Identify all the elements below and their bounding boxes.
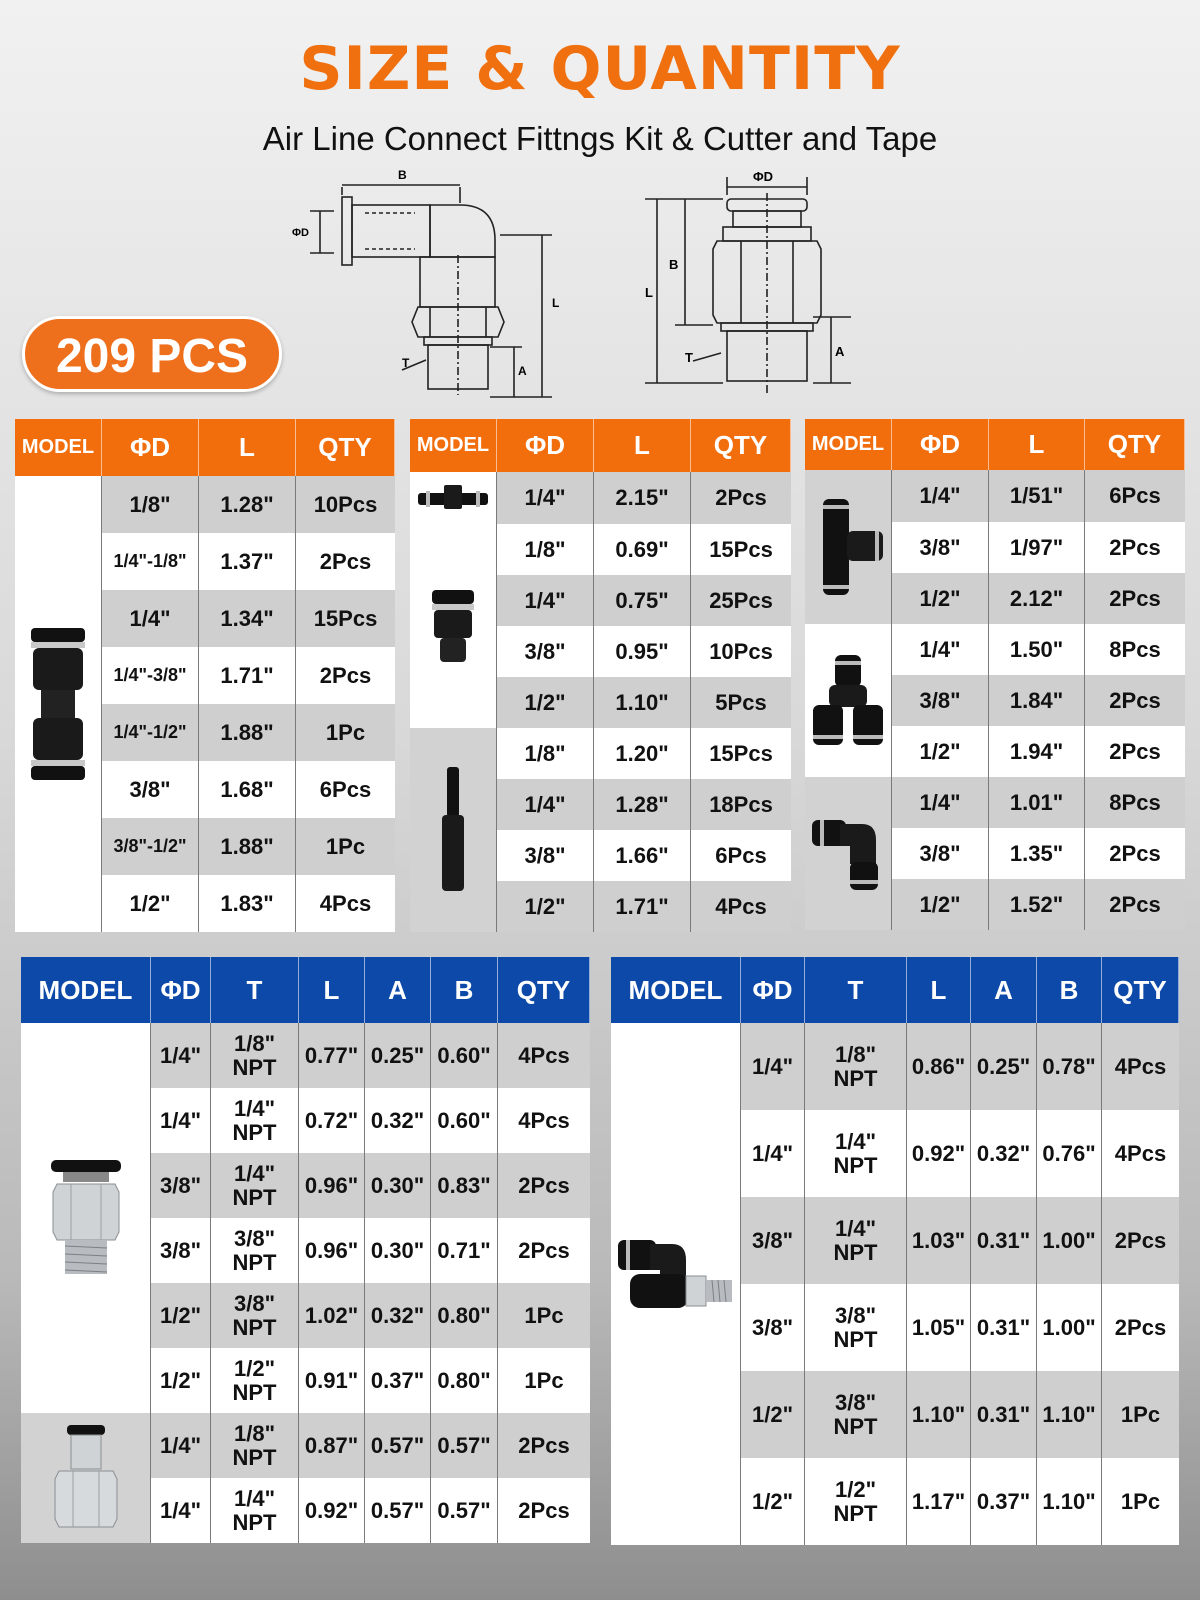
header-model: MODEL xyxy=(410,419,497,472)
length-cell: 0.77" xyxy=(299,1023,365,1088)
qty-cell: 1Pc xyxy=(1102,1458,1179,1545)
diameter-cell: 1/2" xyxy=(741,1371,805,1458)
tee-y-elbow-table xyxy=(805,419,1185,930)
header-model: MODEL xyxy=(15,419,102,476)
b-cell: 1.00" xyxy=(1037,1197,1102,1284)
diameter-cell: 1/4" xyxy=(892,624,989,675)
thread-cell xyxy=(211,1283,299,1348)
length-cell: 1.01" xyxy=(989,777,1085,828)
b-cell: 0.60" xyxy=(431,1088,498,1153)
diameter-cell: 1/4" xyxy=(497,472,594,524)
length-cell: 0.92" xyxy=(907,1110,971,1197)
shut-off-valve-image xyxy=(410,472,497,524)
header-length: L xyxy=(907,957,971,1023)
qty-cell: 6Pcs xyxy=(1085,470,1185,522)
diameter-cell: 1/4" xyxy=(892,777,989,828)
qty-cell: 6Pcs xyxy=(691,830,791,881)
length-cell: 1.83" xyxy=(199,875,296,932)
a-cell: 0.31" xyxy=(971,1197,1037,1284)
a-cell: 0.57" xyxy=(365,1413,431,1478)
qty-cell: 2Pcs xyxy=(1085,675,1185,726)
thread-type: NPT xyxy=(833,1413,878,1439)
length-cell: 0.96" xyxy=(299,1218,365,1283)
diameter-cell: 1/4"-3/8" xyxy=(102,647,199,704)
length-cell: 1.28" xyxy=(594,779,691,830)
length-cell: 0.95" xyxy=(594,626,691,677)
b-cell: 0.60" xyxy=(431,1023,498,1088)
a-cell: 0.37" xyxy=(971,1458,1037,1545)
qty-cell: 10Pcs xyxy=(296,476,395,533)
qty-cell: 10Pcs xyxy=(691,626,791,677)
diameter-cell: 1/4" xyxy=(151,1088,211,1153)
plug-stem-image xyxy=(410,728,497,932)
thread-cell xyxy=(211,1348,299,1413)
union-connector-table xyxy=(15,419,395,932)
diameter-cell: 1/8" xyxy=(102,476,199,533)
label-b-2: B xyxy=(669,257,679,272)
thread-type: NPT xyxy=(232,1379,277,1405)
diameter-cell: 3/8" xyxy=(151,1153,211,1218)
length-cell: 1.35" xyxy=(989,828,1085,879)
header-b: B xyxy=(1037,957,1102,1023)
qty-cell: 4Pcs xyxy=(1102,1110,1179,1197)
length-cell: 0.69" xyxy=(594,524,691,575)
header-b: B xyxy=(431,957,498,1023)
elbow-fitting-diagram xyxy=(290,165,580,405)
thread-size: 1/4" xyxy=(834,1129,876,1155)
b-cell: 0.80" xyxy=(431,1283,498,1348)
straight-union-icon xyxy=(23,624,93,784)
tee-connector-image xyxy=(805,470,892,624)
diameter-cell: 3/8" xyxy=(741,1284,805,1371)
male-straight-icon xyxy=(49,1158,123,1278)
length-cell: 1.10" xyxy=(907,1371,971,1458)
header-diameter: ΦD xyxy=(892,419,989,470)
diameter-cell: 3/8" xyxy=(741,1197,805,1284)
diameter-cell: 1/2" xyxy=(497,881,594,932)
a-cell: 0.31" xyxy=(971,1371,1037,1458)
header-model: MODEL xyxy=(611,957,741,1023)
a-cell: 0.32" xyxy=(365,1088,431,1153)
label-l: L xyxy=(552,296,560,310)
diameter-cell: 1/2" xyxy=(102,875,199,932)
qty-cell: 15Pcs xyxy=(691,524,791,575)
b-cell: 0.57" xyxy=(431,1413,498,1478)
b-cell: 0.80" xyxy=(431,1348,498,1413)
length-cell: 0.96" xyxy=(299,1153,365,1218)
qty-cell: 6Pcs xyxy=(296,761,395,818)
length-cell: 0.75" xyxy=(594,575,691,626)
header-diameter: ΦD xyxy=(741,957,805,1023)
diameter-cell: 3/8"-1/2" xyxy=(102,818,199,875)
a-cell: 0.37" xyxy=(365,1348,431,1413)
b-cell: 0.57" xyxy=(431,1478,498,1543)
length-cell: 1.17" xyxy=(907,1458,971,1545)
label-t: T xyxy=(402,356,410,370)
thread-size: 1/4" xyxy=(233,1096,275,1122)
thread-cell xyxy=(805,1023,907,1110)
length-cell: 2.15" xyxy=(594,472,691,524)
length-cell: 1.71" xyxy=(199,647,296,704)
a-cell: 0.32" xyxy=(971,1110,1037,1197)
length-cell: 1.10" xyxy=(594,677,691,728)
diameter-cell: 1/8" xyxy=(497,524,594,575)
label-t-2: T xyxy=(685,350,693,365)
thread-cell xyxy=(211,1478,299,1543)
qty-cell: 1Pc xyxy=(296,818,395,875)
a-cell: 0.25" xyxy=(971,1023,1037,1110)
b-cell: 0.83" xyxy=(431,1153,498,1218)
length-cell: 1.68" xyxy=(199,761,296,818)
qty-cell: 2Pcs xyxy=(1085,726,1185,777)
diameter-cell: 1/4" xyxy=(892,470,989,522)
qty-cell: 2Pcs xyxy=(691,472,791,524)
qty-cell: 2Pcs xyxy=(1085,828,1185,879)
female-straight-icon xyxy=(51,1423,121,1533)
thread-cell xyxy=(211,1023,299,1088)
length-cell: 1.88" xyxy=(199,818,296,875)
diameter-cell: 1/2" xyxy=(892,726,989,777)
page-subtitle: Air Line Connect Fittngs Kit & Cutter and Tape xyxy=(262,120,938,157)
header-thread: T xyxy=(805,957,907,1023)
qty-cell: 2Pcs xyxy=(1102,1197,1179,1284)
a-cell: 0.31" xyxy=(971,1284,1037,1371)
thread-type: NPT xyxy=(232,1249,277,1275)
length-cell: 1.05" xyxy=(907,1284,971,1371)
male-straight-image xyxy=(21,1023,151,1413)
qty-cell: 25Pcs xyxy=(691,575,791,626)
label-l-2: L xyxy=(645,285,653,300)
thread-size: 3/8" xyxy=(834,1390,876,1416)
qty-cell: 8Pcs xyxy=(1085,624,1185,675)
thread-size: 1/4" xyxy=(233,1161,275,1187)
b-cell: 0.78" xyxy=(1037,1023,1102,1110)
diameter-cell: 1/4" xyxy=(151,1023,211,1088)
thread-type: NPT xyxy=(232,1314,277,1340)
header-qty: QTY xyxy=(296,419,395,476)
a-cell: 0.57" xyxy=(365,1478,431,1543)
a-cell: 0.30" xyxy=(365,1218,431,1283)
diameter-cell: 1/2" xyxy=(151,1283,211,1348)
length-cell: 0.92" xyxy=(299,1478,365,1543)
header-model: MODEL xyxy=(21,957,151,1023)
label-d: ΦD xyxy=(292,227,309,239)
qty-cell: 15Pcs xyxy=(296,590,395,647)
b-cell: 0.76" xyxy=(1037,1110,1102,1197)
header-diameter: ΦD xyxy=(102,419,199,476)
qty-cell: 1Pc xyxy=(1102,1371,1179,1458)
length-cell: 1.71" xyxy=(594,881,691,932)
header-a: A xyxy=(971,957,1037,1023)
qty-cell: 1Pc xyxy=(498,1283,590,1348)
diameter-cell: 3/8" xyxy=(892,522,989,573)
qty-cell: 4Pcs xyxy=(296,875,395,932)
diameter-cell: 1/4" xyxy=(151,1478,211,1543)
thread-cell xyxy=(211,1088,299,1153)
length-cell: 1.88" xyxy=(199,704,296,761)
diameter-cell: 3/8" xyxy=(497,830,594,881)
qty-cell: 2Pcs xyxy=(1085,522,1185,573)
straight-union-image xyxy=(15,476,102,932)
diameter-cell: 1/2" xyxy=(151,1348,211,1413)
thread-type: NPT xyxy=(833,1065,878,1091)
thread-type: NPT xyxy=(232,1509,277,1535)
diameter-cell: 1/4"-1/2" xyxy=(102,704,199,761)
length-cell: 1.34" xyxy=(199,590,296,647)
shut-off-valve-icon xyxy=(416,483,490,513)
header-model: MODEL xyxy=(805,419,892,470)
length-cell: 0.87" xyxy=(299,1413,365,1478)
b-cell: 1.10" xyxy=(1037,1371,1102,1458)
qty-cell: 8Pcs xyxy=(1085,777,1185,828)
diameter-cell: 1/4" xyxy=(497,575,594,626)
length-cell: 1.66" xyxy=(594,830,691,881)
thread-type: NPT xyxy=(232,1119,277,1145)
elbow-union-image xyxy=(805,777,892,930)
elbow-union-icon xyxy=(810,814,886,894)
length-cell: 1.28" xyxy=(199,476,296,533)
header-qty: QTY xyxy=(498,957,590,1023)
y-connector-image xyxy=(805,624,892,777)
thread-size: 3/8" xyxy=(834,1303,876,1329)
header-diameter: ΦD xyxy=(151,957,211,1023)
diameter-cell: 1/2" xyxy=(741,1458,805,1545)
qty-cell: 5Pcs xyxy=(691,677,791,728)
thread-type: NPT xyxy=(833,1500,878,1526)
length-cell: 1.94" xyxy=(989,726,1085,777)
qty-cell: 1Pc xyxy=(498,1348,590,1413)
qty-cell: 1Pc xyxy=(296,704,395,761)
thread-size: 3/8" xyxy=(233,1226,275,1252)
label-b: B xyxy=(398,168,407,182)
length-cell: 0.91" xyxy=(299,1348,365,1413)
diameter-cell: 1/4" xyxy=(497,779,594,830)
qty-cell: 2Pcs xyxy=(296,533,395,590)
valve-plug-table xyxy=(410,419,791,932)
thread-type: NPT xyxy=(833,1326,878,1352)
b-cell: 1.10" xyxy=(1037,1458,1102,1545)
thread-cell xyxy=(211,1218,299,1283)
tee-connector-icon xyxy=(811,497,885,597)
qty-cell: 2Pcs xyxy=(1085,879,1185,930)
diameter-cell: 3/8" xyxy=(497,626,594,677)
thread-cell xyxy=(211,1413,299,1478)
diameter-cell: 1/4" xyxy=(741,1110,805,1197)
diameter-cell: 3/8" xyxy=(151,1218,211,1283)
straight-fitting-diagram xyxy=(645,165,875,405)
thread-type: NPT xyxy=(833,1152,878,1178)
label-d-2: ΦD xyxy=(753,169,774,184)
page-title: SIZE & QUANTITY xyxy=(299,34,901,104)
diameter-cell: 1/2" xyxy=(892,879,989,930)
qty-cell: 2Pcs xyxy=(498,1413,590,1478)
header-length: L xyxy=(989,419,1085,470)
qty-cell: 4Pcs xyxy=(1102,1023,1179,1110)
y-connector-icon xyxy=(811,653,885,749)
length-cell: 1.52" xyxy=(989,879,1085,930)
thread-cell xyxy=(211,1153,299,1218)
diameter-cell: 1/2" xyxy=(497,677,594,728)
label-a-2: A xyxy=(835,344,845,359)
a-cell: 0.30" xyxy=(365,1153,431,1218)
b-cell: 0.71" xyxy=(431,1218,498,1283)
thread-cell xyxy=(805,1284,907,1371)
male-female-connector-table xyxy=(21,957,590,1543)
header-length: L xyxy=(199,419,296,476)
diameter-cell: 1/4" xyxy=(151,1413,211,1478)
thread-type: NPT xyxy=(232,1184,277,1210)
thread-cell xyxy=(805,1371,907,1458)
qty-cell: 2Pcs xyxy=(1102,1284,1179,1371)
header-qty: QTY xyxy=(691,419,791,472)
a-cell: 0.32" xyxy=(365,1283,431,1348)
header-qty: QTY xyxy=(1085,419,1185,470)
qty-cell: 4Pcs xyxy=(498,1088,590,1153)
length-cell: 0.72" xyxy=(299,1088,365,1153)
male-elbow-connector-table xyxy=(611,957,1179,1545)
thread-size: 1/4" xyxy=(834,1216,876,1242)
length-cell: 1.03" xyxy=(907,1197,971,1284)
diameter-cell: 1/4" xyxy=(741,1023,805,1110)
end-cap-icon xyxy=(428,588,478,664)
thread-size: 1/8" xyxy=(233,1031,275,1057)
header-length: L xyxy=(594,419,691,472)
qty-cell: 4Pcs xyxy=(691,881,791,932)
thread-cell xyxy=(805,1110,907,1197)
qty-cell: 2Pcs xyxy=(296,647,395,704)
thread-cell xyxy=(805,1458,907,1545)
qty-cell: 2Pcs xyxy=(1085,573,1185,624)
diameter-cell: 1/4" xyxy=(102,590,199,647)
thread-type: NPT xyxy=(232,1444,277,1470)
length-cell: 1.02" xyxy=(299,1283,365,1348)
a-cell: 0.25" xyxy=(365,1023,431,1088)
thread-size: 1/8" xyxy=(834,1042,876,1068)
length-cell: 1/97" xyxy=(989,522,1085,573)
diameter-cell: 1/8" xyxy=(497,728,594,779)
thread-size: 1/2" xyxy=(834,1477,876,1503)
qty-cell: 4Pcs xyxy=(498,1023,590,1088)
thread-type: NPT xyxy=(232,1054,277,1080)
header-a: A xyxy=(365,957,431,1023)
qty-cell: 2Pcs xyxy=(498,1218,590,1283)
diameter-cell: 1/4"-1/8" xyxy=(102,533,199,590)
header-thread: T xyxy=(211,957,299,1023)
thread-size: 1/4" xyxy=(233,1486,275,1512)
b-cell: 1.00" xyxy=(1037,1284,1102,1371)
diameter-cell: 3/8" xyxy=(102,761,199,818)
length-cell: 0.86" xyxy=(907,1023,971,1110)
length-cell: 1/51" xyxy=(989,470,1085,522)
diameter-cell: 1/2" xyxy=(892,573,989,624)
label-a: A xyxy=(518,364,527,378)
qty-cell: 15Pcs xyxy=(691,728,791,779)
qty-cell: 2Pcs xyxy=(498,1153,590,1218)
header-qty: QTY xyxy=(1102,957,1179,1023)
qty-cell: 18Pcs xyxy=(691,779,791,830)
end-cap-image xyxy=(410,524,497,728)
male-elbow-icon xyxy=(616,1234,736,1334)
thread-cell xyxy=(805,1197,907,1284)
male-elbow-image xyxy=(611,1023,741,1545)
piece-count-badge: 209 PCS xyxy=(22,316,282,392)
length-cell: 1.37" xyxy=(199,533,296,590)
thread-size: 1/8" xyxy=(233,1421,275,1447)
diameter-cell: 3/8" xyxy=(892,828,989,879)
qty-cell: 2Pcs xyxy=(498,1478,590,1543)
header-length: L xyxy=(299,957,365,1023)
length-cell: 1.20" xyxy=(594,728,691,779)
female-straight-image xyxy=(21,1413,151,1543)
length-cell: 2.12" xyxy=(989,573,1085,624)
thread-size: 3/8" xyxy=(233,1291,275,1317)
plug-stem-icon xyxy=(438,765,468,895)
length-cell: 1.84" xyxy=(989,675,1085,726)
header-diameter: ΦD xyxy=(497,419,594,472)
thread-type: NPT xyxy=(833,1239,878,1265)
diameter-cell: 3/8" xyxy=(892,675,989,726)
length-cell: 1.50" xyxy=(989,624,1085,675)
thread-size: 1/2" xyxy=(233,1356,275,1382)
